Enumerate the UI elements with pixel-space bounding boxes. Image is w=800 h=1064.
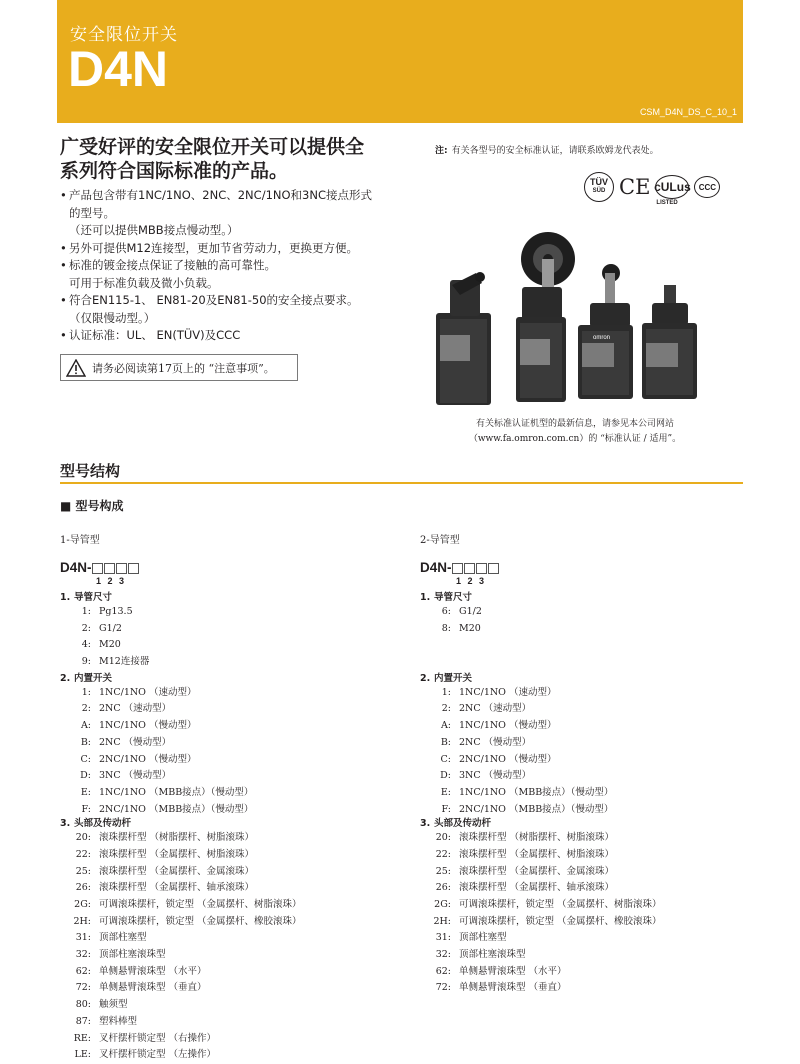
option-row (420, 847, 750, 864)
option-row (420, 621, 750, 638)
option-row (60, 1047, 390, 1064)
option-code: 20: (75, 832, 91, 844)
option-description: 2NC/1NO （MBB接点）（慢动型） (459, 803, 614, 815)
model-structure-1-conduit (60, 531, 390, 1064)
option-code: F: (81, 803, 91, 815)
option-row (60, 914, 390, 931)
option-code: 25: (75, 865, 91, 877)
conduit-options (420, 604, 750, 637)
group-title-head: 3. 头部及传动杆 (60, 818, 132, 830)
option-code: 31: (75, 932, 91, 944)
option-code: C: (80, 753, 91, 765)
option-description: M20 (99, 639, 121, 651)
option-code: 1: (81, 686, 91, 698)
group-title-switch: 2. 内置开关 (60, 672, 113, 684)
switch-roller-lever (578, 264, 633, 399)
head-options (420, 830, 750, 997)
group-title-head: 3. 头部及传动杆 (420, 818, 492, 830)
spacer (420, 637, 750, 670)
warning-icon (66, 359, 86, 377)
option-row (420, 768, 750, 785)
option-code: F: (441, 803, 451, 815)
switch-plunger (642, 285, 697, 399)
option-description: 顶部柱塞型 (99, 932, 147, 944)
option-description: 单侧悬臂滚珠型 （垂直） (99, 982, 207, 994)
option-description: 3NC （慢动型） (459, 770, 532, 782)
option-code: 2G: (434, 899, 451, 911)
tuv-mark-icon: TÜV SÜD (584, 172, 614, 202)
option-code: A: (440, 720, 451, 732)
headline: 广受好评的安全限位开关可以提供全 系列符合国际标准的产品。 (60, 136, 365, 182)
option-row (60, 785, 390, 802)
option-code: 22: (75, 848, 91, 860)
feature-item: • 产品包含带有1NC/1NO、2NC、2NC/1NO和3NC接点形式 (60, 188, 372, 202)
option-description: 顶部柱塞滚珠型 (459, 949, 526, 961)
option-row (60, 930, 390, 947)
option-row (60, 897, 390, 914)
option-row (420, 930, 750, 947)
photo-caption: 有关标准认证机型的最新信息，请参见本公司网站 （www.fa.omron.com.cn）的 “标准认证 / 适用”。 (468, 419, 682, 444)
option-description: 2NC （慢动型） (99, 736, 172, 748)
option-description: 2NC/1NO （慢动型） (99, 753, 197, 765)
option-row (60, 964, 390, 981)
column-label: 2-导管型 (420, 535, 460, 546)
option-description: 滚珠摆杆型 （金属摆杆、金属滚珠） (459, 865, 615, 877)
option-code: B: (80, 736, 91, 748)
option-row (60, 735, 390, 752)
option-row (60, 604, 390, 621)
option-description: 滚珠摆杆型 （树脂摆杆、树脂滚珠） (99, 832, 255, 844)
model-title: D4N (68, 41, 169, 97)
model-structure-2-conduit (420, 531, 750, 997)
option-row (60, 847, 390, 864)
feature-item: • 另外可提供M12连接型，更加节省劳动力，更换更方便。 (60, 240, 359, 255)
option-code: 62: (435, 965, 451, 977)
option-code: 9: (81, 656, 91, 668)
certification-marks (584, 172, 720, 206)
option-code: 8: (441, 622, 451, 634)
option-code: E: (440, 786, 451, 798)
option-description: 触须型 (99, 999, 128, 1011)
option-row (420, 718, 750, 735)
ul-mark-icon: cULus LISTED (655, 175, 689, 199)
option-description: 1NC/1NO （慢动型） (459, 720, 557, 732)
option-code: RE: (73, 1032, 91, 1044)
group-title-conduit: 1. 导管尺寸 (420, 592, 473, 603)
feature-item: • 标准的镀金接点保证了接触的高可靠性。 (60, 258, 276, 272)
option-description: 滚珠摆杆型 （金属摆杆、轴承滚珠） (459, 882, 615, 894)
option-row (60, 701, 390, 718)
option-row (420, 735, 750, 752)
option-code: 2: (441, 703, 451, 715)
option-description: 顶部柱塞型 (459, 932, 507, 944)
option-row (60, 802, 390, 819)
option-description: M12连接器 (99, 656, 150, 668)
code-index: 1 2 3 (456, 576, 485, 586)
option-row (60, 621, 390, 638)
feature-item: • 认证标准：UL、 EN(TÜV)及CCC (60, 328, 241, 342)
option-row (420, 897, 750, 914)
option-description: 可调滚珠摆杆，锁定型 （金属摆杆、橡胶滚珠） (459, 915, 662, 927)
option-description: G1/2 (99, 622, 122, 634)
option-description: 3NC （慢动型） (99, 770, 172, 782)
option-description: 单侧悬臂滚珠型 （水平） (99, 965, 207, 977)
option-code: 62: (75, 965, 91, 977)
option-row (420, 880, 750, 897)
code-boxes (92, 562, 140, 577)
option-description: 塑料棒型 (99, 1015, 138, 1027)
section-divider (60, 482, 743, 484)
group-title-conduit: 1. 导管尺寸 (60, 592, 113, 603)
option-description: 叉杆摆杆锁定型 （左操作） (99, 1049, 217, 1061)
option-row (420, 685, 750, 702)
intro-block (60, 135, 400, 345)
option-code: E: (80, 786, 91, 798)
option-row (420, 964, 750, 981)
option-row (60, 947, 390, 964)
column-label: 1-导管型 (60, 535, 100, 546)
option-description: 1NC/1NO （速动型） (459, 686, 557, 698)
option-row (60, 997, 390, 1014)
svg-text:omron: omron (593, 335, 611, 341)
option-code: 2G: (74, 899, 91, 910)
option-row (60, 830, 390, 847)
option-description: 1NC/1NO （速动型） (99, 686, 197, 698)
option-description: 2NC （速动型） (99, 703, 172, 715)
subsection-title: ■ 型号构成 (60, 499, 124, 513)
certification-note: 注: 有关各型号的安全标准认证，请联系欧姆龙代表处。 (435, 146, 659, 156)
option-description: G1/2 (459, 606, 482, 617)
product-photo (430, 215, 710, 410)
option-code: C: (440, 753, 451, 765)
option-description: 单侧悬臂滚珠型 （水平） (459, 965, 567, 977)
product-category: 安全限位开关 (70, 25, 178, 45)
option-row (420, 604, 750, 621)
option-code: 4: (81, 639, 91, 651)
feature-item: • 符合EN115-1、 EN81-20及EN81-50的安全接点要求。 (60, 293, 359, 307)
ccc-mark-icon: CCC (694, 176, 720, 198)
option-row (420, 785, 750, 802)
option-description: 可调滚珠摆杆，锁定型 （金属摆杆、橡胶滚珠） (99, 915, 302, 927)
option-row (60, 864, 390, 881)
switch-roller-rod (516, 232, 575, 402)
option-description: Pg13.5 (99, 606, 133, 617)
option-row (60, 654, 390, 671)
option-description: 滚珠摆杆型 （树脂摆杆、树脂滚珠） (459, 832, 615, 844)
option-code: D: (440, 770, 451, 782)
option-row (60, 637, 390, 654)
option-row (420, 947, 750, 964)
feature-item-continued: 可用于标准负载及微小负载。 (69, 275, 219, 290)
option-code: 25: (435, 865, 451, 877)
option-row (420, 864, 750, 881)
option-code: 80: (75, 999, 91, 1011)
option-row (420, 914, 750, 931)
option-row (60, 1014, 390, 1031)
option-row (60, 880, 390, 897)
option-code: 72: (435, 982, 451, 994)
option-code: 1: (81, 606, 91, 617)
head-options (60, 830, 390, 1064)
feature-item-continued: （还可以提供MBB接点慢动型。） (69, 223, 239, 237)
caution-text: 请务必阅读第17页上的 “注意事项”。 (92, 361, 275, 375)
option-description: 1NC/1NO （MBB接点）（慢动型） (99, 786, 254, 798)
option-description: 2NC/1NO （慢动型） (459, 753, 557, 765)
option-description: 滚珠摆杆型 （金属摆杆、树脂滚珠） (459, 848, 615, 860)
feature-item-continued: （仅限慢动型。） (69, 310, 156, 325)
option-row (60, 1031, 390, 1048)
model-code: D4N- (420, 560, 750, 576)
conduit-options (60, 604, 390, 671)
option-code: 26: (435, 882, 451, 894)
section-title: 型号结构 (60, 462, 121, 480)
option-description: 1NC/1NO （MBB接点）（慢动型） (459, 786, 614, 798)
option-code: 2: (81, 622, 91, 634)
option-description: 滚珠摆杆型 （金属摆杆、树脂滚珠） (99, 848, 255, 860)
option-description: 2NC/1NO （MBB接点）（慢动型） (99, 803, 254, 815)
option-code: 2H: (433, 915, 451, 927)
option-code: 26: (75, 882, 91, 894)
option-code: LE: (74, 1049, 91, 1061)
option-row (420, 830, 750, 847)
option-code: 22: (435, 848, 451, 860)
option-code: 31: (435, 932, 451, 944)
option-code: B: (440, 736, 451, 748)
option-row (60, 752, 390, 769)
switch-options (420, 685, 750, 819)
code-boxes (452, 562, 500, 577)
model-code: D4N- (60, 560, 390, 576)
option-code: 2: (81, 703, 91, 715)
option-row (60, 980, 390, 997)
option-code: 32: (75, 949, 91, 961)
option-row (420, 802, 750, 819)
document-code: CSM_D4N_DS_C_10_1 (639, 107, 737, 117)
option-description: 叉杆摆杆锁定型 （右操作） (99, 1032, 217, 1044)
code-index: 1 2 3 (96, 576, 125, 586)
option-description: 单侧悬臂滚珠型 （垂直） (459, 982, 567, 994)
group-title-switch: 2. 内置开关 (420, 672, 473, 684)
option-row (420, 980, 750, 997)
option-row (420, 701, 750, 718)
option-row (420, 752, 750, 769)
option-code: A: (80, 720, 91, 732)
option-description: 可调滚珠摆杆，锁定型 （金属摆杆、树脂滚珠） (99, 899, 302, 910)
switch-fork-lever (436, 272, 491, 405)
option-description: 滚珠摆杆型 （金属摆杆、轴承滚珠） (99, 882, 255, 894)
option-code: 6: (441, 606, 451, 617)
option-code: 1: (441, 686, 451, 698)
option-description: 顶部柱塞滚珠型 (99, 949, 166, 961)
switch-options (60, 685, 390, 819)
option-row (60, 768, 390, 785)
option-code: 87: (75, 1015, 91, 1027)
option-row (60, 718, 390, 735)
option-description: M20 (459, 622, 481, 634)
option-description: 滚珠摆杆型 （金属摆杆、金属滚珠） (99, 865, 255, 877)
option-description: 可调滚珠摆杆，锁定型 （金属摆杆、树脂滚珠） (459, 899, 662, 911)
option-row (60, 685, 390, 702)
option-description: 2NC （慢动型） (459, 736, 532, 748)
feature-item-continued: 的型号。 (69, 205, 115, 220)
option-code: 32: (435, 949, 451, 961)
option-description: 1NC/1NO （慢动型） (99, 720, 197, 732)
caution-box (60, 354, 298, 381)
option-code: D: (80, 770, 91, 782)
option-code: 20: (435, 832, 451, 844)
option-description: 2NC （速动型） (459, 703, 532, 715)
header-banner (57, 0, 743, 123)
option-code: 2H: (73, 915, 91, 927)
ce-mark-icon: CE (619, 175, 651, 199)
feature-list (60, 187, 400, 345)
option-code: 72: (75, 982, 91, 994)
